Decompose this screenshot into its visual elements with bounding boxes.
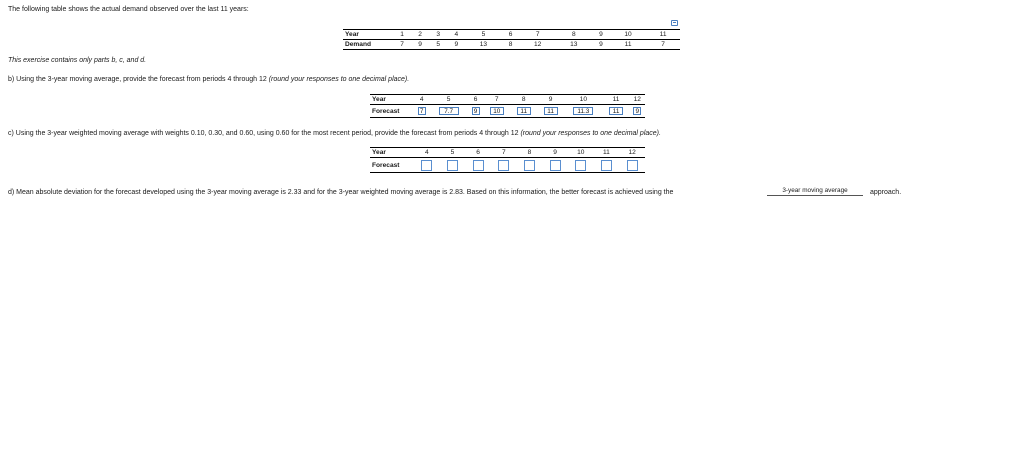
part-d-suffix: approach. — [870, 189, 902, 196]
note-text: This exercise contains only parts b, c, and d. — [8, 57, 147, 64]
part-c-forecast-input[interactable] — [447, 160, 458, 171]
part-c-prompt — [8, 129, 661, 138]
demand-label: Demand — [343, 40, 393, 50]
part-b-forecast-input[interactable]: 9 — [633, 107, 641, 115]
part-c-year-cell: 10 — [568, 148, 594, 158]
part-b-forecast-input[interactable]: 10 — [490, 107, 504, 115]
part-c-forecast-cell — [594, 158, 620, 173]
demand-year-cell: 6 — [501, 30, 519, 40]
demand-value-cell: 13 — [556, 40, 592, 50]
part-b-hint: (round your responses to one decimal place). — [268, 76, 410, 83]
demand-year-cell: 10 — [610, 30, 646, 40]
copy-table-icon[interactable] — [671, 20, 678, 26]
part-c-year-cell: 11 — [594, 148, 620, 158]
part-b-forecast-input[interactable]: 11 — [544, 107, 558, 115]
part-c-forecast-input[interactable] — [550, 160, 561, 171]
part-c-forecast-cell — [542, 158, 568, 173]
part-c-forecast-input[interactable] — [498, 160, 509, 171]
demand-value-cell: 12 — [520, 40, 556, 50]
part-b-forecast-cell — [537, 105, 564, 118]
part-c-year-label: Year — [370, 148, 414, 158]
part-b-forecast-input[interactable]: 11 — [517, 107, 531, 115]
demand-value-row — [343, 40, 680, 50]
demand-year-cell: 11 — [646, 30, 680, 40]
part-b-forecast-cell — [483, 105, 510, 118]
part-b-year-cell: 8 — [510, 95, 537, 105]
part-c-year-cell: 4 — [414, 148, 440, 158]
part-b-table — [370, 94, 645, 118]
part-c-year-cell: 12 — [619, 148, 645, 158]
part-b-year-cell: 10 — [564, 95, 603, 105]
demand-value-cell: 11 — [610, 40, 646, 50]
part-c-table — [370, 147, 645, 173]
part-c-forecast-cell — [440, 158, 466, 173]
demand-year-cell: 1 — [393, 30, 411, 40]
demand-year-cell: 5 — [465, 30, 501, 40]
part-c-forecast-cell — [491, 158, 517, 173]
part-b-forecast-input[interactable]: 7 — [418, 107, 426, 115]
demand-value-cell: 9 — [592, 40, 610, 50]
demand-year-cell: 4 — [447, 30, 465, 40]
demand-value-cell: 7 — [646, 40, 680, 50]
part-b-forecast-cell — [429, 105, 468, 118]
part-c-year-cell: 9 — [542, 148, 568, 158]
part-c-forecast-cell — [568, 158, 594, 173]
part-c-forecast-input[interactable] — [473, 160, 484, 171]
part-b-forecast-input[interactable]: 7.7 — [439, 107, 459, 115]
part-c-forecast-cell — [465, 158, 491, 173]
part-b-forecast-label: Forecast — [370, 105, 414, 118]
demand-value-cell: 13 — [465, 40, 501, 50]
part-c-forecast-cell — [517, 158, 543, 173]
part-c-forecast-input[interactable] — [421, 160, 432, 171]
part-b-forecast-input[interactable]: 11.3 — [573, 107, 593, 115]
demand-year-cell: 2 — [411, 30, 429, 40]
demand-table — [343, 29, 680, 50]
intro-text: The following table shows the actual demand observed over the last 11 years: — [8, 6, 249, 13]
part-b-year-cell: 5 — [429, 95, 468, 105]
part-c-hint: (round your responses to one decimal place). — [520, 130, 661, 137]
part-b-year-cell: 6 — [468, 95, 483, 105]
part-b-forecast-cell — [468, 105, 483, 118]
demand-year-cell: 3 — [429, 30, 447, 40]
part-b-year-cell: 4 — [414, 95, 429, 105]
part-c-year-row — [370, 148, 645, 158]
part-b-prompt — [8, 75, 409, 84]
part-c-forecast-input[interactable] — [575, 160, 586, 171]
demand-year-cell: 8 — [556, 30, 592, 40]
part-b-forecast-cell — [510, 105, 537, 118]
demand-value-cell: 8 — [501, 40, 519, 50]
demand-value-cell: 5 — [429, 40, 447, 50]
part-b-year-label: Year — [370, 95, 414, 105]
part-c-forecast-cell — [619, 158, 645, 173]
demand-year-cell: 9 — [592, 30, 610, 40]
part-c-forecast-input[interactable] — [524, 160, 535, 171]
part-c-forecast-label: Forecast — [370, 158, 414, 173]
part-b-year-cell: 7 — [483, 95, 510, 105]
part-b-forecast-row — [370, 105, 645, 118]
demand-year-label: Year — [343, 30, 393, 40]
part-c-year-cell: 5 — [440, 148, 466, 158]
part-d-answer-select[interactable]: 3-year moving average — [767, 186, 863, 196]
part-c-forecast-input[interactable] — [601, 160, 612, 171]
part-b-year-cell: 12 — [630, 95, 645, 105]
part-c-forecast-input[interactable] — [627, 160, 638, 171]
part-b-prompt-text: b) Using the 3-year moving average, provide the forecast from periods 4 through 12 — [8, 76, 267, 83]
demand-value-cell: 9 — [447, 40, 465, 50]
part-b-forecast-cell — [414, 105, 429, 118]
part-c-forecast-cell — [414, 158, 440, 173]
demand-year-cell: 7 — [520, 30, 556, 40]
demand-value-cell: 9 — [411, 40, 429, 50]
part-b-forecast-cell — [603, 105, 630, 118]
part-b-forecast-input[interactable]: 11 — [609, 107, 623, 115]
part-c-year-cell: 7 — [491, 148, 517, 158]
part-c-forecast-row — [370, 158, 645, 173]
part-c-prompt-text: c) Using the 3-year weighted moving average with weights 0.10, 0.30, and 0.60, using 0.60 for the most recent period, provide the forecast from periods 4 through 12 — [8, 130, 519, 137]
part-c-year-cell: 8 — [517, 148, 543, 158]
demand-year-row — [343, 30, 680, 40]
part-b-forecast-cell — [630, 105, 645, 118]
part-d-prompt: d) Mean absolute deviation for the forecast developed using the 3-year moving average is 2.33 and for the 3-year weighted moving average is 2.83. Based on this information, the better forecast is achieved using the — [8, 189, 674, 196]
part-b-year-cell: 9 — [537, 95, 564, 105]
part-b-forecast-input[interactable]: 9 — [472, 107, 480, 115]
part-b-year-row — [370, 95, 645, 105]
demand-value-cell: 7 — [393, 40, 411, 50]
part-c-year-cell: 6 — [465, 148, 491, 158]
part-b-year-cell: 11 — [603, 95, 630, 105]
part-b-forecast-cell — [564, 105, 603, 118]
